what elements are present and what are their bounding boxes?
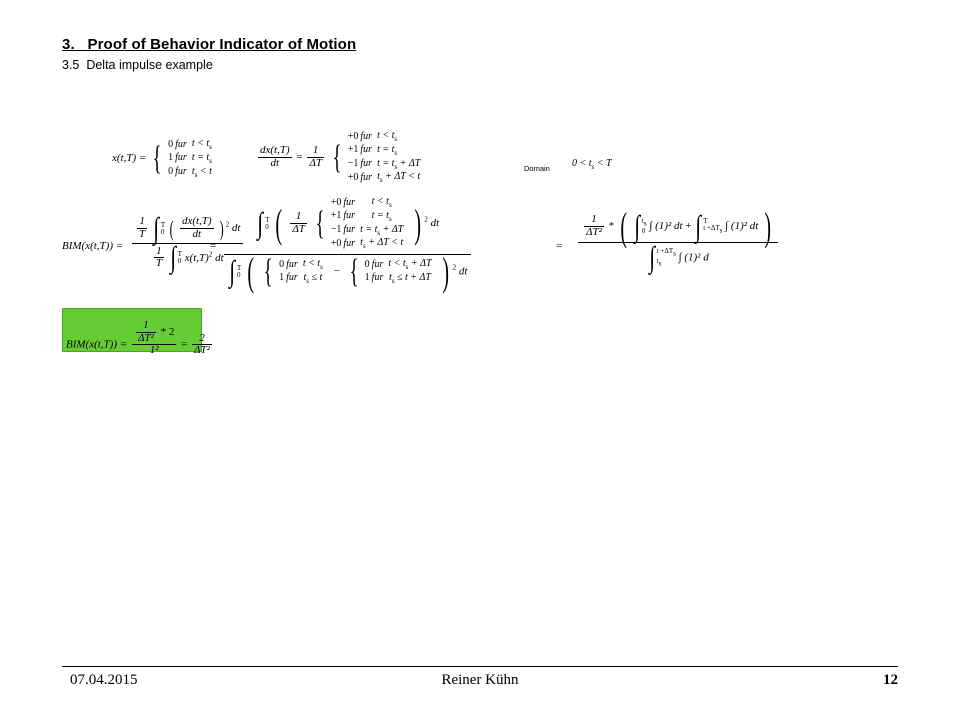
result-star: * 2 <box>160 326 175 339</box>
step3-delta-num: 1 <box>584 214 604 227</box>
footer-divider <box>62 666 898 667</box>
delta-t-fraction <box>307 145 324 169</box>
case-keyword: fur <box>360 130 373 142</box>
case-row <box>348 171 426 185</box>
dxdt-num: dx(t,T) <box>181 215 212 227</box>
dt-symbol-3: dt <box>430 217 440 230</box>
case-keyword: fur <box>175 152 187 164</box>
one-over-T-fraction <box>137 216 147 240</box>
integral-upper-6: T <box>703 217 708 226</box>
multiply-sign: * <box>608 220 615 233</box>
case-condition: $t_s + \Delta T < t$ <box>377 171 421 185</box>
result-inner-den: ΔT² <box>137 331 154 344</box>
integral-upper-7: t +ΔTs <box>656 247 676 258</box>
step2-delta-fraction <box>290 211 307 235</box>
power-two-3: 2 <box>424 215 428 224</box>
one-over-T-num-2: 1 <box>154 246 164 259</box>
case-sign: +0 <box>330 237 342 249</box>
page-subtitle: 3.5 Delta impulse example <box>62 58 213 72</box>
case-sign: +1 <box>330 210 342 222</box>
integral-lower-6: t +ΔTs <box>703 224 723 235</box>
step2-denominator <box>224 248 471 294</box>
step3-delta-fraction <box>584 214 604 238</box>
integral-icon: ∫ <box>257 206 264 240</box>
integral-icon: ∫ <box>634 209 640 243</box>
case-condition: $t_s \le t$ <box>303 271 323 285</box>
case-row <box>168 166 217 180</box>
integral-limits <box>265 217 269 231</box>
integral-lower-4: 0 <box>236 270 241 279</box>
footer-author: Reiner Kühn <box>441 672 519 688</box>
case-condition: $t = t_s + \Delta T$ <box>377 157 421 171</box>
integral-icon: ∫ <box>153 211 159 245</box>
case-row <box>348 158 426 172</box>
case-value: 1 <box>364 272 370 284</box>
case-row <box>365 258 437 272</box>
integral-upper: T <box>160 220 166 229</box>
integral-limits <box>178 251 182 265</box>
case-keyword: fur <box>175 166 187 178</box>
paren-open-icon: ( <box>247 248 254 294</box>
case-keyword: fur <box>343 210 356 222</box>
case-keyword: fur <box>343 196 356 208</box>
dt-symbol-4: dt <box>458 265 468 278</box>
integral-upper-3: T <box>265 215 270 224</box>
case-row <box>168 138 217 152</box>
case-keyword: fur <box>371 258 384 270</box>
case-row <box>331 224 409 238</box>
case-row <box>331 237 409 251</box>
result-ratio-num <box>132 320 176 345</box>
equation-position <box>112 138 217 179</box>
case-keyword: fur <box>286 258 298 270</box>
result-final-num: 2 <box>192 333 212 346</box>
case-condition: $t < t_s$ <box>371 196 392 209</box>
equation-bim-step2 <box>224 196 471 294</box>
minus-sign: − <box>333 265 340 278</box>
case-row <box>331 196 409 210</box>
case-condition: $t_s + \Delta T < t$ <box>360 237 404 251</box>
result-ratio <box>132 320 176 357</box>
paren-close-icon: ) <box>414 200 422 246</box>
one-over-T-num: 1 <box>137 216 147 229</box>
integral-icon: ∫ <box>695 209 702 243</box>
integral-limits <box>237 265 241 279</box>
footer-date: 07.04.2015 <box>70 672 138 688</box>
case-keyword: fur <box>286 272 298 284</box>
result-lhs: BIM(x(t,T)) = <box>66 338 128 351</box>
case-row <box>348 130 426 144</box>
power-two: 2 <box>225 220 230 229</box>
derivative-fraction <box>258 145 292 169</box>
case-keyword: fur <box>360 144 373 156</box>
derivative-denominator: dt <box>270 156 280 169</box>
case-value: 0 <box>364 258 370 270</box>
equation-result <box>66 320 214 357</box>
case-row <box>365 272 437 286</box>
case-keyword: fur <box>175 138 187 150</box>
case-keyword: fur <box>360 171 373 183</box>
integral-limits <box>657 248 676 267</box>
result-inner-fraction <box>136 320 156 344</box>
paren-close-icon: ) <box>442 248 450 294</box>
integral-limits <box>161 222 165 236</box>
one-over-T-fraction-2 <box>154 246 164 270</box>
integrand-3: ∫ (1)² d <box>678 251 709 264</box>
case-condition: $t = t_s + \Delta T$ <box>360 223 404 237</box>
step2-delta-den: ΔT <box>292 222 305 235</box>
bim-equals-1 <box>210 240 216 253</box>
case-sign: −1 <box>347 158 359 170</box>
derivative-numerator: dx(t,T) <box>260 143 290 156</box>
case-condition: $t = t_s$ <box>377 143 398 157</box>
step2-denominator-cases-b <box>365 258 437 286</box>
step2-delta-num: 1 <box>290 211 307 224</box>
case-keyword: fur <box>360 158 373 170</box>
delta-t-numerator: 1 <box>307 145 324 158</box>
integral-upper-2: T <box>177 250 182 259</box>
paren-open-icon: ( <box>169 215 174 241</box>
result-final-fraction <box>192 333 212 357</box>
step3-numerator <box>578 203 778 249</box>
page-title: 3. Proof of Behavior Indicator of Motion <box>62 36 357 53</box>
dxdt-den: dt <box>192 227 202 240</box>
bim-lhs-text: BIM(x(t,T)) = <box>62 240 124 252</box>
result-ratio-den: 1² <box>149 344 159 357</box>
integral-lower-2: 0 <box>177 257 182 266</box>
case-keyword: fur <box>343 224 356 236</box>
integral-icon: ∫ <box>169 241 176 275</box>
integral-upper-4: T <box>236 263 242 272</box>
one-over-T-den-2: T <box>155 257 162 270</box>
dt-symbol: dt <box>231 222 241 235</box>
step2-numerator-cases <box>331 196 409 251</box>
case-condition: $t_s \le t + \Delta T$ <box>388 271 431 285</box>
equation-derivative-cases <box>348 130 426 185</box>
integral-upper-5: ts <box>641 217 647 228</box>
case-condition: $t = t_s$ <box>371 209 392 223</box>
case-condition: $t < t_s$ <box>302 258 323 271</box>
domain-label: Domain <box>524 164 550 173</box>
integral-lower-3: 0 <box>265 222 269 231</box>
case-value: 0 <box>168 166 174 178</box>
step2-denominator-cases-a <box>279 258 328 286</box>
step3-delta-den: ΔT² <box>586 225 602 238</box>
domain-subscript: s <box>591 163 595 171</box>
integral-limits <box>642 218 647 234</box>
paren-close-icon: ) <box>764 203 772 249</box>
one-over-T-den: T <box>139 227 146 240</box>
brace-open-icon: { <box>332 138 342 176</box>
case-row <box>279 272 328 286</box>
case-row <box>279 258 328 272</box>
footer-page-number: 12 <box>883 672 898 688</box>
case-sign: +0 <box>347 171 359 183</box>
domain-tail: < T <box>594 158 612 169</box>
case-condition: $t = t_s$ <box>191 151 212 165</box>
case-sign: −1 <box>330 224 342 236</box>
brace-open-icon: { <box>263 252 273 290</box>
case-value: 1 <box>168 152 174 164</box>
case-sign: +0 <box>347 130 359 142</box>
result-inner-num: 1 <box>136 320 156 333</box>
result-equals: = <box>181 338 188 351</box>
case-keyword: fur <box>371 272 384 284</box>
integral-lower-7: ts <box>656 256 662 267</box>
case-row <box>168 152 217 166</box>
equation-position-lhs: x(t,T) = <box>112 152 147 165</box>
case-keyword: fur <box>343 237 356 249</box>
case-condition: $t < t_s$ <box>377 130 398 143</box>
brace-open-icon: { <box>349 252 359 290</box>
integral-lower: 0 <box>160 227 165 236</box>
dt-symbol-2: dt <box>215 251 224 264</box>
power-two-2: 2 <box>208 249 213 258</box>
integrand-2: ∫ (1)² dt <box>725 220 759 233</box>
equals-sign-2: = <box>556 240 563 252</box>
step2-numerator <box>224 196 471 255</box>
case-row <box>331 210 409 224</box>
paren-open-icon: ( <box>275 200 283 246</box>
paren-close-icon: ) <box>219 215 225 241</box>
step3-denominator <box>578 240 778 274</box>
case-row <box>348 144 426 158</box>
integral-icon: ∫ <box>229 254 235 288</box>
equation-bim-step3 <box>578 203 778 274</box>
dxdt-fraction <box>180 216 214 240</box>
x-squared-dt: x(t,T) <box>184 251 209 264</box>
case-value: 0 <box>279 258 285 270</box>
delta-t-denominator: ΔT <box>309 156 322 169</box>
equation-derivative <box>256 130 425 185</box>
brace-open-icon: { <box>152 139 162 177</box>
domain-expression-text: 0 < t <box>572 158 592 169</box>
integral-lower-5: 0 <box>641 226 646 235</box>
paren-open-icon: ( <box>620 203 627 249</box>
case-sign: +1 <box>347 144 359 156</box>
case-condition: $t < t_s$ <box>191 138 212 151</box>
case-sign: +0 <box>330 196 342 208</box>
equals-sign-1: = <box>210 240 217 252</box>
case-condition: $t < t_s + \Delta T$ <box>388 258 432 271</box>
integrand-1: ∫ (1)² dt <box>649 220 683 233</box>
integral-icon: ∫ <box>648 240 655 274</box>
bim-equals-2 <box>556 240 562 253</box>
case-value: 0 <box>168 138 174 150</box>
domain-expression <box>572 158 612 171</box>
brace-open-icon: { <box>315 204 325 242</box>
case-condition: $t_s < t$ <box>191 165 212 179</box>
plus-sign: + <box>685 220 692 233</box>
equals-sign: = <box>296 151 303 164</box>
power-two-4: 2 <box>452 263 457 272</box>
result-final-den: ΔT² <box>194 344 210 357</box>
integral-limits <box>703 218 722 234</box>
equation-bim-lhs <box>62 240 123 253</box>
case-value: 1 <box>279 272 285 284</box>
equation-position-cases <box>168 138 217 179</box>
